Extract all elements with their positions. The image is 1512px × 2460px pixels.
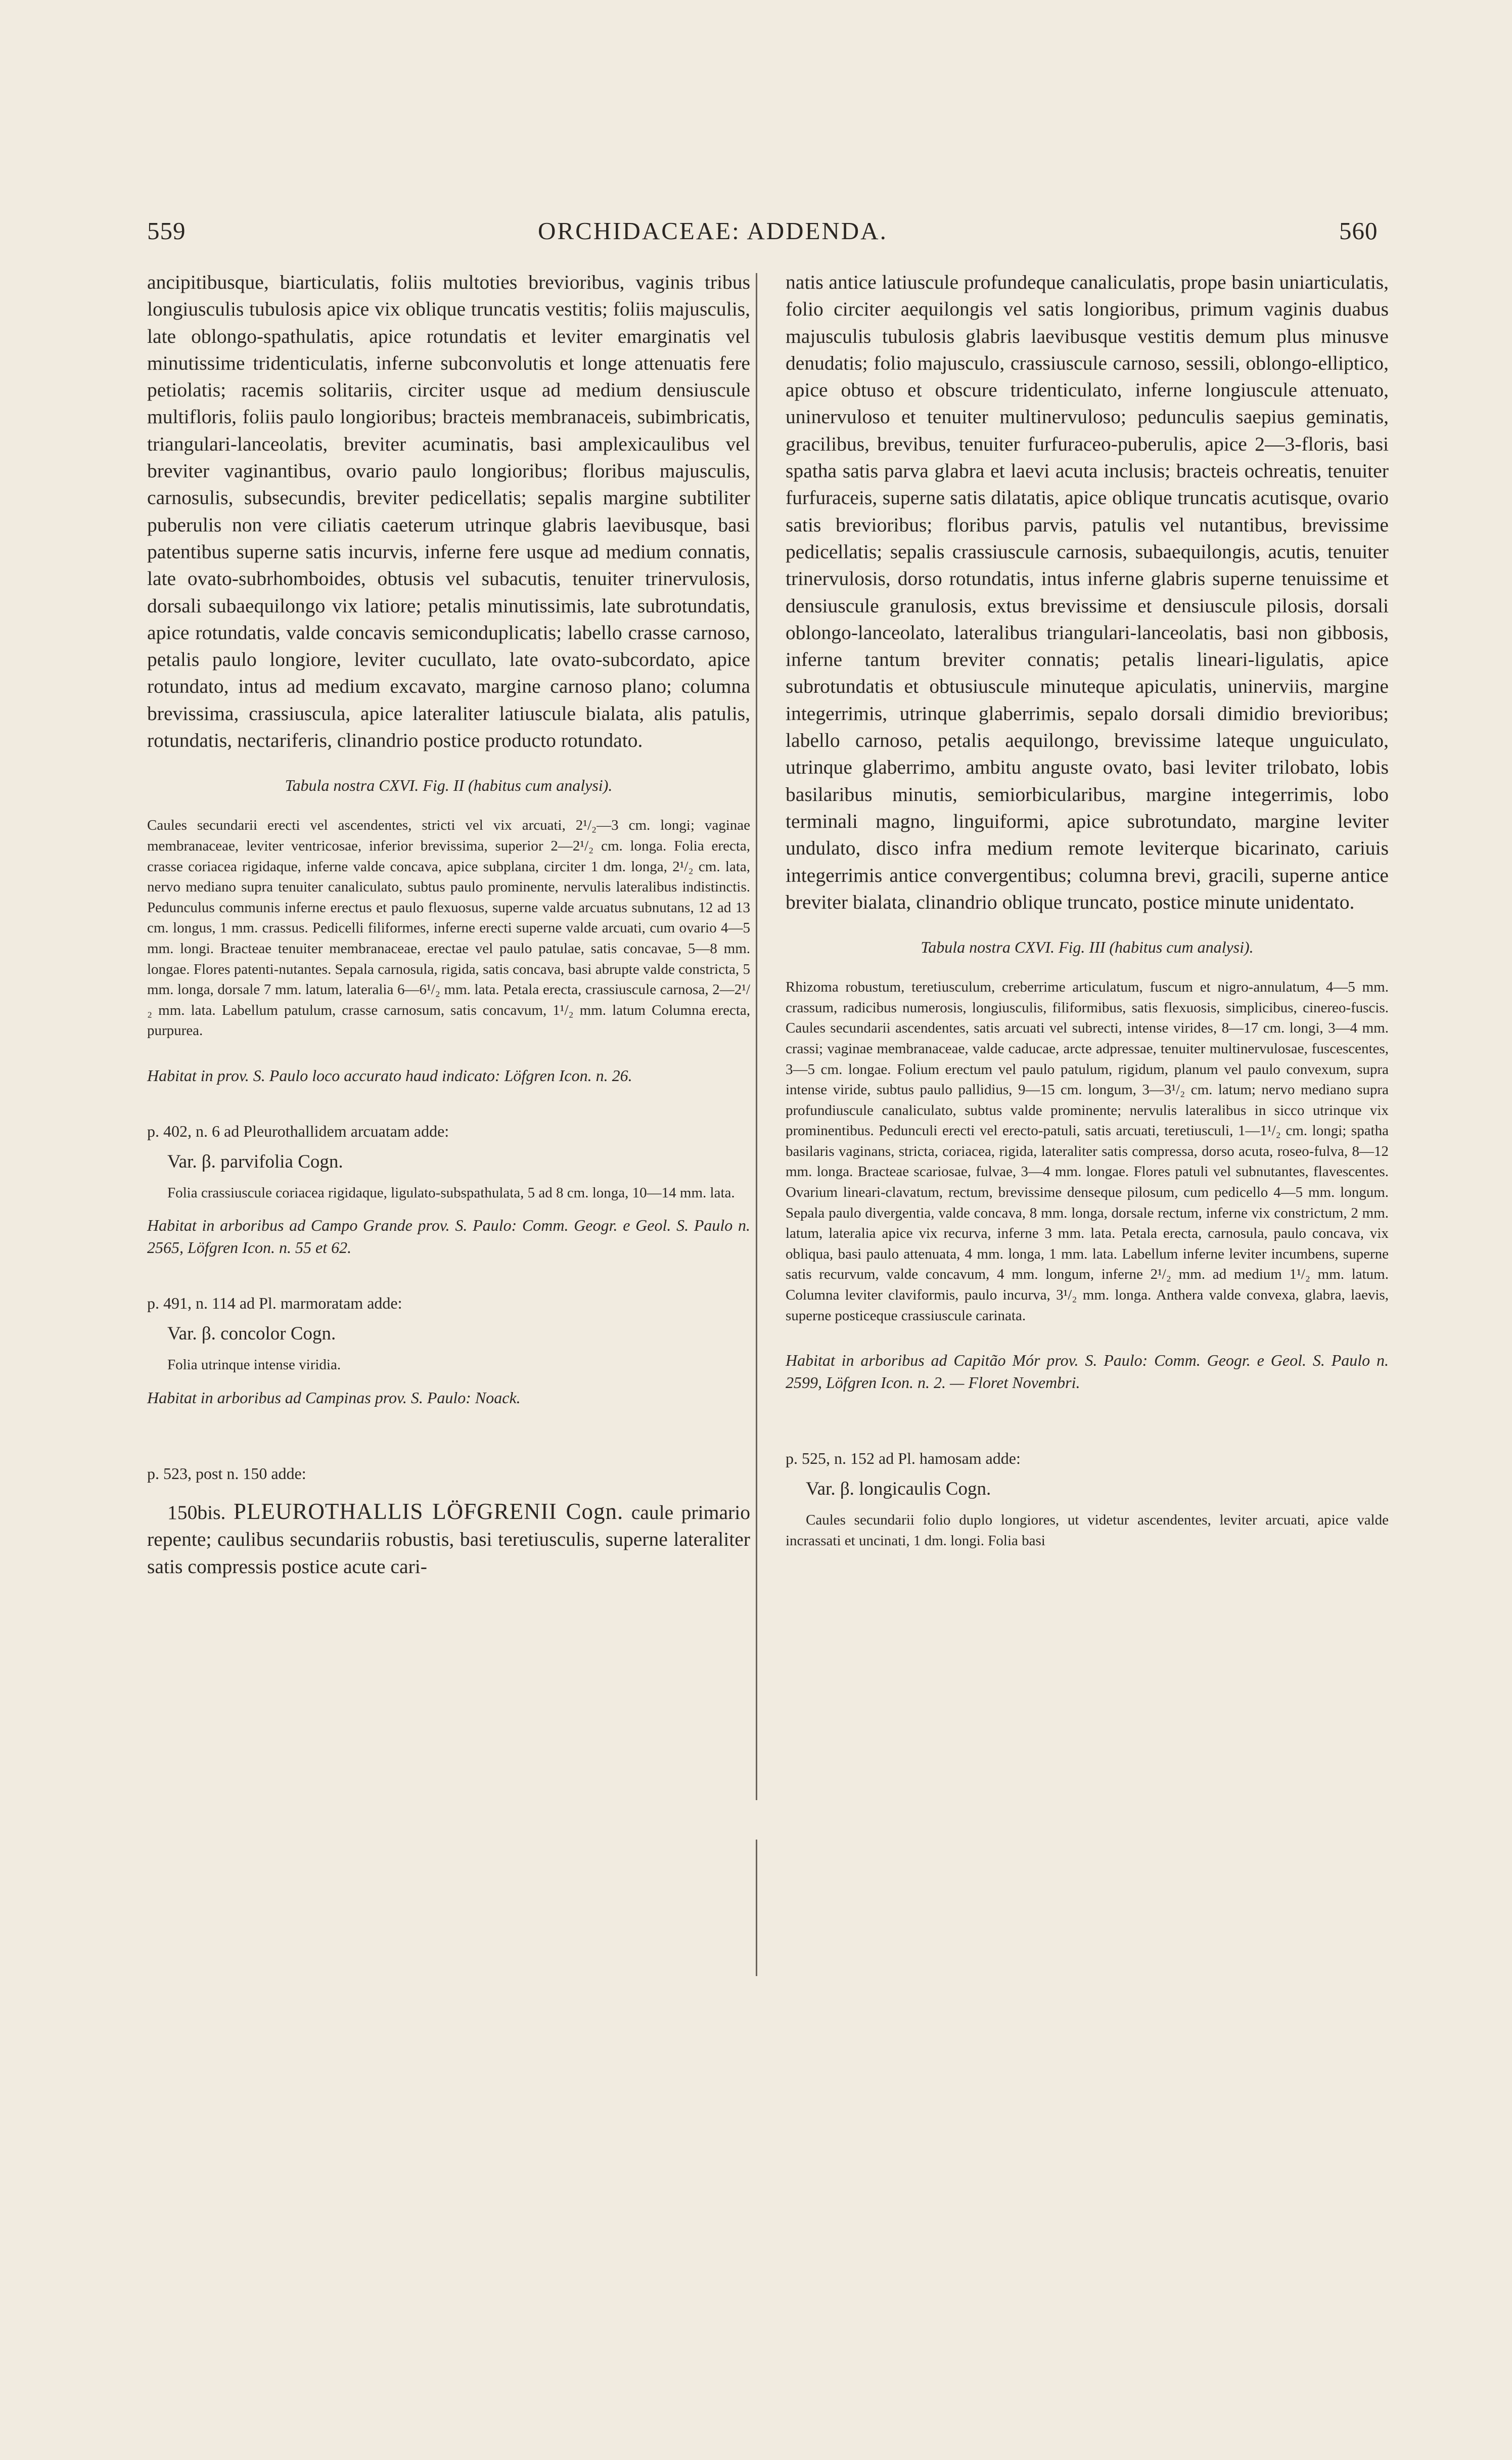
species-description: caule primario repente; caulibus secundariis robustis, basi teretiusculis, superne lateraliter satis compressis postice acute cari- bbox=[147, 1501, 750, 1578]
left-figure-caption: Tabula nostra CXVI. Fig. II (habitus cum analysi). bbox=[285, 776, 613, 795]
left-variety-2: Var. β. concolor Cogn. bbox=[167, 1323, 336, 1345]
left-column bbox=[147, 269, 750, 1580]
right-description: Rhizoma robustum, teretiusculum, creberrime articulatum, fuscum et nigro-annulatum, 4—5 mm. crassum, radicibus numerosis, longiusculis, filiformibus, satis flexuosis, simplicibus, cinereo-fuscis. Caules secundarii ascendentes, satis arcuati vel subrecti, intense virides, 8—17 cm. longi, 3—4 mm. crassi; vaginae membranaceae, valde caducae, arcte adpressae, tenuiter multinervulosae, fuscescentes, 3—5 cm. longae. Folium erectum vel paulo patulum, rigidum, planum vel paulo convexum, supra intense viride, subtus paulo pallidius, 9—15 cm. longum, 3—3¹/₂ cm. latum; nervo mediano supra profundiuscule canaliculato, subtus valde prominente; nervulis lateralibus in sicco utrinque vix prominentibus. Pedunculi erecti vel erecto-patuli, satis arcuati, teretiusculi, 1—1¹/₂ cm. longi; spatha basilaris vaginans, stricta, coriacea, rigida, lateraliter satis compressa, dorso acuta, roseo-fulva, 8—12 mm. longa. Bracteae scariosae, fulvae, 3—4 mm. longae. Flores patuli vel subnutantes, flavescentes. Ovarium lineari-clavatum, rectum, brevissime denseque pilosum, cum pedicello 4—5 mm. longum. Sepala paulo divergentia, valde concava, 8 mm. longa, dorsale rectum, inferne vix constrictum, 2 mm. latum, lateralia apice vix recurva, inferne 3 mm. lata. Petala erecta, carnosula, paulo concava, vix obliqua, basi paulo attenuata, 4 mm. longa, 1 mm. lata. Labellum inferne leviter incumbens, superne satis recurvum, valde concavum, 4 mm. longum, inferne 2¹/₂ mm. ad medium 1¹/₂ mm. latum. Columna leviter claviformis, paulo incurva, 3¹/₂ mm. longa. Anthera valde convexa, glabra, laevis, superne posticeque crassiuscule carinata. bbox=[786, 979, 1389, 1324]
left-variety-1: Var. β. parvifolia Cogn. bbox=[167, 1151, 343, 1172]
left-reference-1: p. 402, n. 6 ad Pleurothallidem arcuatam adde: bbox=[147, 1122, 449, 1140]
running-title: ORCHIDACEAE: ADDENDA. bbox=[538, 217, 888, 245]
right-main-text: natis antice latiuscule profundeque canaliculatis, prope basin uniarticulatis, folio circiter aequilongis vel satis longioribus, primum vaginis duabus majusculis tubulosis glabris laevibusque vestitis demum plus minusve denudatis; folio majusculo, crassiuscule carnoso, sessili, oblongo-elliptico, apice obtuso et obscure tridenticulato, inferne longiuscule attenuato, uninervuloso et tenuiter multinervuloso; pedunculis saepius geminatis, gracilibus, brevibus, tenuiter furfuraceo-puberulis, apice 2—3-floris, basi spatha satis parva glabra et laevi acuta inclusis; bracteis ochreatis, tenuiter furfuraceis, superne satis dilatatis, apice oblique truncatis acutisque, ovario satis brevioribus; floribus parvis, patulis vel nutantibus, brevissime pedicellatis; sepalis crassiuscule carnosis, subaequilongis, acutis, tenuiter trinervulosis, dorso rotundatis, intus inferne glabris superne tenuissime et densiuscule granulosis, extus brevissime et densiuscule pilosis, dorsali oblongo-lanceolato, lateralibus triangulari-lanceolatis, basi non gibbosis, inferne tantum breviter connatis; petalis lineari-ligulatis, apice subrotundatis et obtusiuscule minuteque apiculatis, uninerviis, margine integerrimis, utrinque glaberrimis, sepalo dorsali dimidio brevioribus; labello carnoso, petalis aequilongo, brevissime lateque unguiculato, utrinque glaberrimo, ambitu anguste ovato, basi leviter trilobato, lobis basilaribus minutis, semiorbicularibus, margine integerrimis, lobo terminali magno, linguiformi, apice subrotundato, margine leviter undulato, disco infra medium remote leviterque bicarinato, cariuis integerrimis antice convergentibus; columna brevi, gracili, superne antice breviter bialata, clinandrio oblique truncato, postice minute unidentato. bbox=[786, 271, 1389, 913]
left-folia-2: Folia utrinque intense viridia. bbox=[167, 1357, 341, 1373]
left-reference-3: p. 523, post n. 150 adde: bbox=[147, 1464, 306, 1483]
right-column bbox=[786, 269, 1389, 1551]
left-main-text: ancipitibusque, biarticulatis, foliis multoties brevioribus, vaginis tribus longiusculis tubulosis apice vix oblique truncatis vestitis; foliis majusculis, late oblongo-spathulatis, apice rotundatis et leviter emarginatis vel minutissime tridenticulatis, inferne subconvolutis et longe attenuatis fere petiolatis; racemis solitariis, circiter usque ad medium densiuscule multifloris, foliis paulo longioribus; bracteis membranaceis, subimbricatis, triangulari-lanceolatis, breviter acuminatis, basi amplexicaulibus vel breviter vaginantibus, ovario paulo longioribus; floribus majusculis, carnosulis, subsecundis, breviter pedicellatis; sepalis margine subtiliter puberulis non vere ciliatis caeterum utrinque glabris laevibusque, basi patentibus superne satis incurvis, inferne fere usque ad medium connatis, late ovato-subrhomboides, obtusis vel subacutis, tenuiter trinervulosis, dorsali subaequilongo vix latiore; petalis minutissimis, late subrotundatis, apice rotundatis, valde concavis semiconduplicatis; labello crasse carnoso, petalis paulo longiore, leviter cucullato, late ovato-subcordato, apice rotundato, intus ad medium excavato, margine carnoso plano; columna brevissima, crassiuscula, apice lateraliter latiuscule bialata, alis patulis, rotundatis, nectariferis, clinandrio postice producto rotundato. bbox=[147, 271, 750, 752]
right-figure-caption: Tabula nostra CXVI. Fig. III (habitus cum analysi). bbox=[921, 938, 1254, 957]
species-name: PLEUROTHALLIS LÖFGRENII Cogn. bbox=[233, 1499, 624, 1525]
species-number: 150bis. bbox=[167, 1501, 226, 1524]
left-description: Caules secundarii erecti vel ascendentes, stricti vel vix arcuati, 2¹/₂—3 cm. longi; vaginae membranaceae, leviter ventricosae, inferior brevissima, superior 2—2¹/₂ cm. longa. Folia erecta, crasse coriacea rigidaque, inferne valde concava, apice subplana, circiter 1 dm. longa, 2¹/₂ cm. lata, nervo mediano supra tenuiter canaliculato, subtus paulo prominente, nervulis lateralibus indistinctis. Pedunculus communis inferne erectus et paulo flexuosus, superne valde arcuatus subnutans, 12 ad 13 cm. longus, 1 mm. crassus. Pedicelli filiformes, inferne erecti superne valde arcuati, cum ovario 4—5 mm. longi. Bracteae tenuiter membranaceae, erectae vel paulo patulae, satis concavae, 5—8 mm. longae. Flores patenti-nutantes. Sepala carnosula, rigida, satis concava, basi abrupte valde constricta, 5 mm. longa, dorsale 7 mm. latum, lateralia 6—6¹/₂ mm. lata. Petala erecta, crassiuscule carnosa, 2—2¹/₂ mm. lata. Labellum patulum, crasse carnosum, satis concavum, 1¹/₂ mm. latum Columna erecta, purpurea. bbox=[147, 817, 750, 1039]
page-number-right: 560 bbox=[1339, 217, 1378, 245]
left-species-entry bbox=[147, 1498, 750, 1580]
left-habitat-3: Habitat in arboribus ad Campinas prov. S. Paulo: Noack. bbox=[147, 1389, 521, 1407]
left-folia-1: Folia crassiuscule coriacea rigidaque, ligulato-subspathulata, 5 ad 8 cm. longa, 10—14 mm. lata. bbox=[167, 1184, 735, 1201]
right-habitat-1: Habitat in arboribus ad Capitão Mór prov. S. Paulo: Comm. Geogr. e Geol. S. Paulo n. 2599, Löfgren Icon. n. 2. — Floret Novembri. bbox=[786, 1351, 1389, 1392]
left-habitat-1: Habitat in prov. S. Paulo loco accurato haud indicato: Löfgren Icon. n. 26. bbox=[147, 1066, 632, 1085]
column-divider-bottom bbox=[756, 1840, 757, 1976]
left-reference-2: p. 491, n. 114 ad Pl. marmoratam adde: bbox=[147, 1294, 402, 1313]
right-variety-1: Var. β. longicaulis Cogn. bbox=[806, 1479, 991, 1500]
column-divider-top bbox=[756, 273, 757, 1800]
right-caules-text: Caules secundarii folio duplo longiores, ut videtur ascendentes, leviter arcuati, apice valde incrassati et uncinati, 1 dm. longi. Folia basi bbox=[786, 1512, 1389, 1549]
left-habitat-2: Habitat in arboribus ad Campo Grande prov. S. Paulo: Comm. Geogr. e Geol. S. Paulo n. 2565, Löfgren Icon. n. 55 et 62. bbox=[147, 1216, 750, 1257]
page-number-left: 559 bbox=[147, 217, 186, 245]
right-reference-1: p. 525, n. 152 ad Pl. hamosam adde: bbox=[786, 1449, 1021, 1468]
